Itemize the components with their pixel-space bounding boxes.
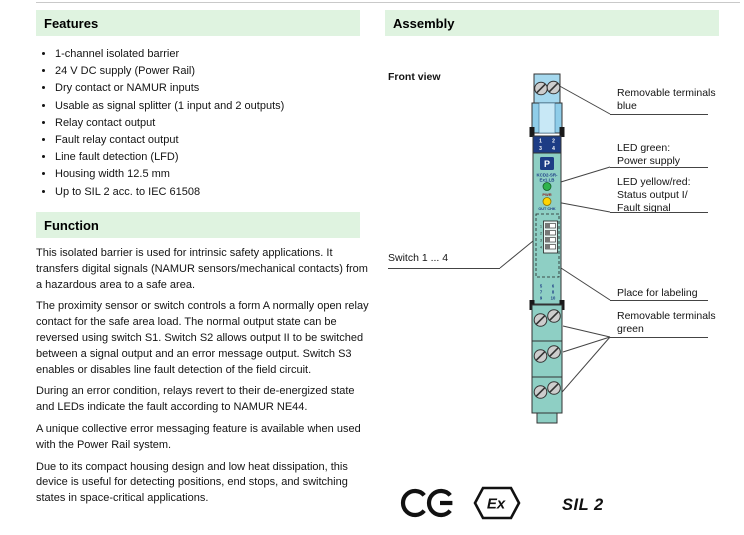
feature-item: • 24 V DC supply (Power Rail): [55, 63, 366, 80]
front-view-label: Front view: [388, 71, 441, 83]
feature-item: • Relay contact output: [55, 115, 366, 132]
device-foot: [537, 413, 557, 423]
callout-terminals-green: Removable terminals green: [617, 310, 716, 335]
features-list: [36, 46, 366, 201]
terminal-block-green-3: [532, 377, 562, 413]
page-top-rule: [36, 2, 740, 3]
callout-switch-1-4: Switch 1 ... 4: [388, 252, 449, 264]
svg-text:Ex: Ex: [486, 495, 506, 513]
feature-item: • Fault relay contact output: [55, 132, 366, 149]
svg-text:2: 2: [540, 231, 542, 236]
callout-place-for-labeling: Place for labeling: [617, 287, 698, 299]
function-paragraph: A unique collective error messaging feature is available when used with the Power Rail system.: [36, 422, 361, 451]
leader-switches: [500, 241, 533, 268]
feature-item: • Line fault detection (LFD): [55, 149, 366, 166]
terminal-block-green-2: [532, 341, 562, 377]
pwr-label: PWR: [542, 192, 552, 197]
svg-text:8: 8: [551, 289, 555, 295]
led-green: [543, 183, 551, 191]
leader-terminals-green-3: [556, 337, 610, 399]
leader-terminals-blue: [556, 84, 610, 114]
pepperl-fuchs-logo-icon: [540, 157, 554, 170]
terminal-numbers-top: [533, 136, 561, 153]
callout-led-green: LED green: Power supply: [617, 142, 681, 167]
function-section-header: [36, 212, 360, 238]
assembly-diagram: [380, 60, 744, 530]
out-chk-label: OUT CHK: [538, 207, 556, 211]
svg-text:4: 4: [540, 245, 542, 250]
features-section-header: [36, 10, 360, 36]
leader-terminals-green-1: [563, 326, 610, 337]
device-model-line2: Ex1.LB: [539, 177, 555, 183]
led-yellow: [543, 198, 551, 206]
function-paragraph: During an error condition, relays revert to their de-energized state and LEDs indicate the fault according to NAMUR NE44.: [36, 385, 355, 414]
sil2-mark: SIL 2: [562, 496, 604, 514]
function-paragraph: The proximity sensor or switch controls a form A normally open relay contact for the safe area load. The normal output state can be reversed using switch S1. Switch S2 allows output II to be switched between a signal output and an error message output. Switch S3 enables or disables line fault detection of the field circuit.: [36, 300, 369, 376]
certification-marks: [403, 488, 604, 518]
assembly-title: Assembly: [393, 15, 455, 31]
svg-text:4: 4: [552, 146, 555, 152]
device-model-line1: KCD2-SR-: [536, 172, 558, 178]
function-title: Function: [44, 217, 99, 233]
function-paragraph: This isolated barrier is used for intrinsic safety applications. It transfers digital signals (NAMUR sensors/mechanical contacts) from a hazardous area to a safe area.: [36, 247, 368, 291]
callout-led-yellow-red: LED yellow/red: Status output I/ Fault signal: [617, 176, 691, 214]
svg-text:1: 1: [540, 224, 542, 229]
svg-text:2: 2: [552, 138, 555, 145]
svg-text:10: 10: [550, 295, 556, 301]
function-text: [36, 246, 372, 513]
ce-mark-icon: [403, 491, 452, 515]
feature-item: • Housing width 12.5 mm: [55, 166, 366, 183]
terminal-block-green-1: [532, 305, 562, 341]
atex-ex-mark-icon: [475, 488, 519, 518]
svg-text:6: 6: [551, 283, 555, 289]
device-front-view: [530, 74, 565, 423]
terminal-block-blue: [534, 74, 560, 103]
svg-text:P: P: [543, 159, 551, 169]
svg-text:3: 3: [540, 238, 542, 243]
callout-terminals-blue: Removable terminals blue: [617, 87, 716, 112]
leader-labeling: [561, 268, 610, 300]
assembly-section-header: [385, 10, 719, 36]
feature-item: • Up to SIL 2 acc. to IEC 61508: [55, 184, 366, 201]
feature-item: • Dry contact or NAMUR inputs: [55, 80, 366, 97]
function-paragraph: Due to its compact housing design and low heat dissipation, this device is useful for detecting positions, end stops, and switching states in space-critical applications.: [36, 460, 348, 505]
svg-text:7: 7: [539, 289, 543, 295]
feature-item: • Usable as signal splitter (1 input and 2 outputs): [55, 98, 366, 115]
svg-text:1: 1: [539, 138, 542, 145]
svg-text:3: 3: [539, 146, 542, 152]
feature-item: • 1-channel isolated barrier: [55, 46, 366, 63]
svg-text:5: 5: [539, 283, 543, 289]
features-title: Features: [44, 15, 99, 31]
svg-text:9: 9: [539, 295, 543, 301]
